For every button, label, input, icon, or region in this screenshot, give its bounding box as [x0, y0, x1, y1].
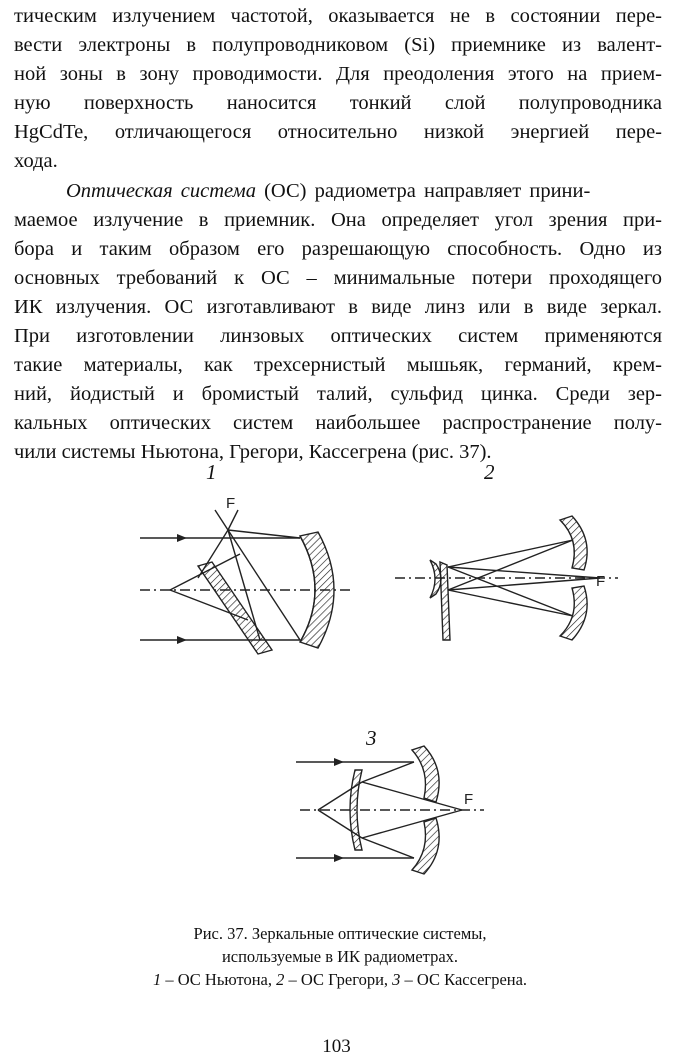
caption-num-2: 2 [276, 970, 285, 989]
text-line: ИК излучения. ОС изготавливают в виде линз или в виде зеркал. [14, 295, 662, 318]
figure-37-mirror-systems [0, 440, 673, 900]
caption-text-1: – ОС Ньютона, [161, 970, 277, 989]
text-line: хода. [14, 150, 58, 173]
text-line: кальных оптических систем наибольшее распространение полу- [14, 412, 662, 435]
caption-text-3: – ОС Кассегрена. [400, 970, 528, 989]
focus-label: F [464, 791, 474, 808]
term-optical-system: Оптическая система [66, 179, 256, 202]
caption-num-1: 1 [152, 970, 162, 989]
paragraph-1 [14, 2, 662, 177]
text-line: вести электроны в полупроводниковом (Si) приемнике из валент- [14, 34, 662, 57]
text-line: бора и таким образом его разрешающую способность. Одно из [14, 237, 662, 260]
page-number: 103 [322, 1036, 351, 1057]
optical-diagrams [0, 440, 673, 900]
caption-num-3: 3 [392, 970, 401, 989]
diagram-1-label: 1 [206, 460, 217, 484]
text-line: такие материалы, как трехсернистый мышьяк, германий, крем- [14, 354, 662, 377]
newton-system-diagram [140, 510, 350, 654]
diagram-2-label: 2 [484, 460, 495, 484]
text-line: чили системы Ньютона, Грегори, Кассегрена (рис. 37). [14, 441, 492, 464]
focus-label: F [596, 573, 606, 590]
text-line: При изготовлении линзовых оптических систем применяются [14, 325, 662, 348]
text-line: ную поверхность наносится тонкий слой полупроводника [14, 92, 662, 115]
cassegrain-system-diagram [296, 746, 484, 874]
body-text [14, 2, 662, 468]
text-line: ний, йодистый и бромистый талий, сульфид цинка. Среди зер- [14, 383, 662, 406]
text-line: маемое излучение в приемник. Она определяет угол зрения при- [14, 208, 662, 231]
caption-line-1: Рис. 37. Зеркальные оптические системы, [193, 924, 487, 943]
text-line: основных требований к ОС – минимальные потери проходящего [14, 266, 662, 289]
caption-text-2: – ОС Грегори, [284, 970, 393, 989]
text-line: HgCdTe, отличающегося относительно низкой энергией пере- [14, 121, 662, 144]
focus-label: F [226, 495, 236, 512]
text-line: тическим излучением частотой, оказывается не в состоянии пере- [14, 5, 662, 27]
text-line [14, 177, 662, 206]
caption-line-3 [80, 968, 600, 991]
paragraph-2 [14, 177, 662, 468]
figure-caption [80, 922, 600, 991]
text-line: ной зоны в зону проводимости. Для преодоления этого на прием- [14, 63, 662, 86]
diagram-3-label: 3 [366, 726, 377, 750]
caption-line-2: используемые в ИК радиометрах. [221, 947, 459, 966]
text-fragment: (ОС) радиометра направляет прини- [255, 179, 591, 202]
gregory-system-diagram [395, 516, 618, 640]
